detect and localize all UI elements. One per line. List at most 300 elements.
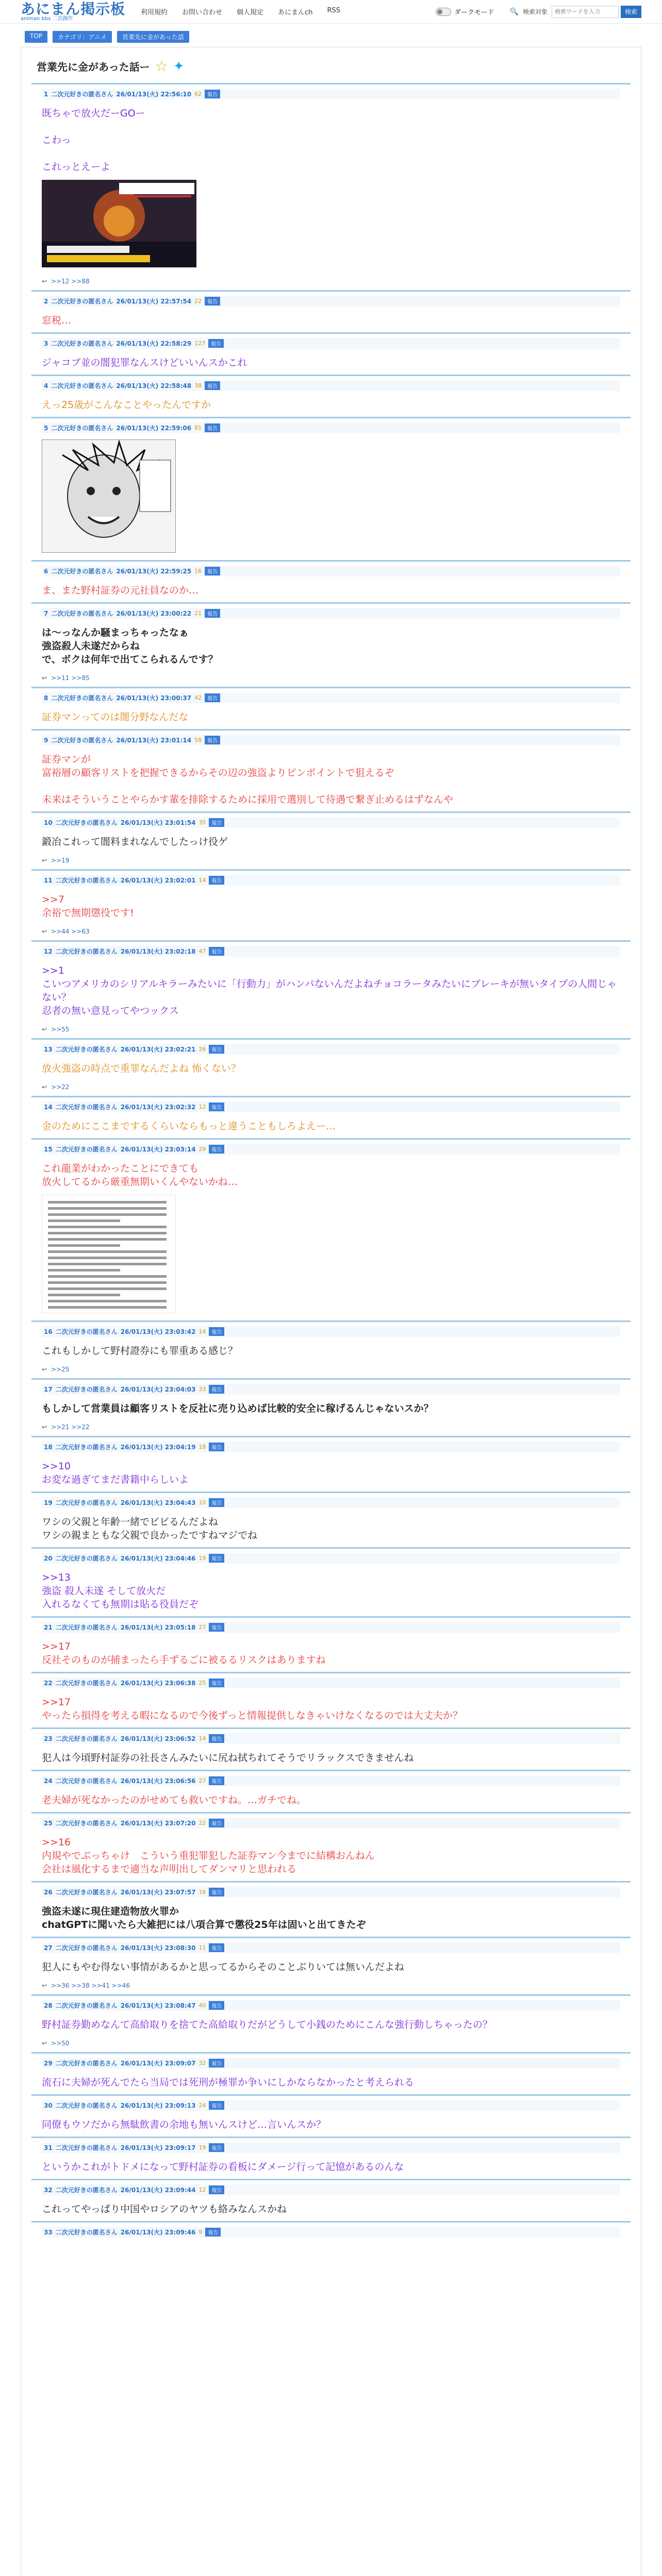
post-body: 鍛冶これって闇料まれなんでしたっけ役ゲ bbox=[42, 836, 228, 848]
post-replies bbox=[42, 278, 620, 285]
post bbox=[31, 1672, 631, 1727]
news-image-wrap bbox=[42, 180, 620, 269]
reply-icon: ↩ bbox=[42, 1366, 47, 1373]
report-button[interactable]: 報告 bbox=[209, 1623, 224, 1632]
post-author: 二次元好きの匿名さん bbox=[55, 1735, 118, 1742]
post-body: >>17 反社そのものが捕まったら手ずるごに被るるリスクはありますね bbox=[42, 1641, 326, 1666]
post-date: 26/01/13(火) 23:01:54 bbox=[120, 819, 196, 826]
like-count[interactable]: 32 bbox=[198, 2060, 206, 2066]
post-body: 金のためにここまでするくらいならもっと違うこともしろよえー… bbox=[42, 1121, 336, 1132]
post-header bbox=[42, 1497, 620, 1508]
post bbox=[31, 687, 631, 729]
post-author: 二次元好きの匿名さん bbox=[55, 1624, 118, 1631]
post-date: 26/01/13(火) 23:09:17 bbox=[120, 2144, 196, 2151]
post-number[interactable]: 32 bbox=[44, 2186, 53, 2194]
post-date: 26/01/13(火) 23:09:07 bbox=[120, 2060, 196, 2067]
post-date: 26/01/13(火) 22:59:06 bbox=[116, 425, 192, 432]
like-count[interactable]: 26 bbox=[198, 1046, 206, 1053]
post-author: 二次元好きの匿名さん bbox=[55, 819, 118, 826]
post-body: ワシの父親と年齢一緒でビビるんだよね ワシの親まともな父親で良かったですねマジでね bbox=[42, 1516, 258, 1541]
post-body: 野村証券勤めなんて高給取りを捨てた高給取りだがどうして小銭のためにこんな強行動しちゃったの？ bbox=[42, 2019, 493, 2030]
report-button[interactable]: 報告 bbox=[209, 1554, 224, 1563]
report-button[interactable]: 報告 bbox=[209, 818, 224, 827]
post-number[interactable]: 30 bbox=[44, 2102, 53, 2109]
post-replies bbox=[42, 1982, 620, 1989]
post bbox=[31, 2094, 631, 2137]
post-number[interactable]: 19 bbox=[44, 1499, 53, 1506]
post-header bbox=[42, 608, 620, 619]
document-image[interactable] bbox=[42, 1195, 176, 1313]
post-number[interactable]: 20 bbox=[44, 1554, 53, 1562]
report-button[interactable]: 報告 bbox=[205, 693, 220, 702]
post-date: 26/01/13(火) 23:07:20 bbox=[120, 1820, 196, 1827]
post-header bbox=[42, 1942, 620, 1953]
like-count[interactable]: 14 bbox=[198, 1735, 206, 1742]
post-body: 犯人は今頃野村証券の社長さんみたいに尻ね拭ちれてそうでリラックスできませんね bbox=[42, 1752, 414, 1764]
report-button[interactable]: 報告 bbox=[209, 1679, 224, 1687]
nav-link[interactable]: RSS bbox=[327, 7, 340, 14]
post-date: 26/01/13(火) 23:07:57 bbox=[120, 1889, 196, 1896]
post-date: 26/01/13(火) 23:04:03 bbox=[120, 1386, 196, 1393]
post bbox=[31, 332, 631, 375]
like-count[interactable]: 19 bbox=[198, 2144, 206, 2151]
post-date: 26/01/13(火) 23:06:38 bbox=[120, 1680, 196, 1687]
post bbox=[31, 1547, 631, 1616]
like-count[interactable]: 25 bbox=[198, 1680, 206, 1686]
post-number[interactable]: 23 bbox=[44, 1735, 53, 1742]
like-count[interactable]: 81 bbox=[194, 425, 202, 431]
post-body: 強盗未遂に現住建造物放火罪か chatGPTに聞いたら大雑把には八項合算で懲役25年は固いと出てきたぞ bbox=[42, 1906, 366, 1930]
search-button[interactable]: 検索 bbox=[621, 6, 641, 18]
post-header bbox=[42, 1775, 620, 1786]
post-body: もしかして営業員は顧客リストを反社に売り込めば比較的安全に稼げるんじゃないスか？ bbox=[42, 1403, 434, 1414]
like-count[interactable]: 29 bbox=[198, 1146, 206, 1153]
post-number[interactable]: 29 bbox=[44, 2059, 53, 2067]
post-number[interactable]: 16 bbox=[44, 1328, 53, 1335]
post-date: 26/01/13(火) 23:04:46 bbox=[120, 1555, 196, 1562]
post-body: 同僚もウソだから無駄飲書の余地も無いんスけど…言いんスか？ bbox=[42, 2119, 326, 2130]
post-author: 二次元好きの匿名さん bbox=[51, 91, 113, 98]
thread-title-row bbox=[31, 53, 631, 83]
dark-mode-toggle[interactable] bbox=[436, 7, 494, 16]
post bbox=[31, 560, 631, 602]
post-author: 二次元好きの匿名さん bbox=[55, 1146, 118, 1153]
post-header bbox=[42, 1622, 620, 1633]
post-list bbox=[31, 83, 631, 2243]
post-date: 26/01/13(火) 22:57:54 bbox=[116, 298, 192, 305]
post-number[interactable]: 25 bbox=[44, 1819, 53, 1827]
post-body: というかこれがトドメになって野村証券の看板にダメージ行って記憶があるのんな bbox=[42, 2161, 404, 2173]
top-nav bbox=[141, 7, 436, 16]
like-count[interactable]: 9 bbox=[198, 2229, 203, 2235]
post-body: えっ25歳がこんなことやったんですか bbox=[42, 399, 211, 411]
post-author: 二次元好きの匿名さん bbox=[55, 2187, 118, 2194]
manga-image[interactable] bbox=[42, 439, 176, 553]
breadcrumb-item[interactable]: TOP bbox=[25, 31, 47, 43]
like-count[interactable]: 22 bbox=[198, 1820, 206, 1826]
post-author: 二次元好きの匿名さん bbox=[55, 1889, 118, 1896]
post-header bbox=[42, 566, 620, 577]
post-header bbox=[42, 296, 620, 307]
post bbox=[31, 1320, 631, 1378]
post-number[interactable]: 7 bbox=[44, 609, 48, 617]
post-number[interactable]: 13 bbox=[44, 1045, 53, 1053]
post-replies bbox=[42, 857, 620, 864]
report-button[interactable]: 報告 bbox=[209, 876, 224, 885]
nav-link[interactable]: 個人規定 bbox=[237, 9, 264, 16]
post bbox=[31, 1937, 631, 1994]
post bbox=[31, 1812, 631, 1881]
post-date: 26/01/13(火) 23:05:18 bbox=[120, 1624, 196, 1631]
post-author: 二次元好きの匿名さん bbox=[55, 2002, 118, 2009]
post-header bbox=[42, 692, 620, 703]
post-date: 26/01/13(火) 22:58:48 bbox=[116, 382, 192, 389]
post-header bbox=[42, 2227, 620, 2238]
report-button[interactable]: 報告 bbox=[209, 1734, 224, 1743]
post-header bbox=[42, 817, 620, 828]
post-replies bbox=[42, 928, 620, 935]
nav-link[interactable]: 利用規約 bbox=[141, 9, 168, 16]
like-count[interactable]: 42 bbox=[194, 694, 202, 701]
post-author: 二次元好きの匿名さん bbox=[55, 1104, 118, 1111]
report-button[interactable]: 報告 bbox=[209, 2101, 224, 2110]
post-number[interactable]: 17 bbox=[44, 1385, 53, 1393]
reply-icon: ↩ bbox=[42, 674, 47, 682]
post-replies bbox=[42, 1423, 620, 1431]
post-number[interactable]: 10 bbox=[44, 819, 53, 826]
post bbox=[31, 602, 631, 687]
post-body: 窓税… bbox=[42, 315, 72, 326]
like-count[interactable]: 19 bbox=[198, 1555, 206, 1562]
post-author: 二次元好きの匿名さん bbox=[55, 1680, 118, 1687]
like-count[interactable]: 33 bbox=[198, 1386, 206, 1393]
report-button[interactable]: 報告 bbox=[205, 423, 220, 432]
like-count[interactable]: 58 bbox=[194, 737, 202, 743]
report-button[interactable]: 報告 bbox=[209, 1385, 224, 1394]
post-header bbox=[42, 1733, 620, 1744]
report-button[interactable]: 報告 bbox=[209, 1498, 224, 1507]
report-button[interactable]: 報告 bbox=[209, 2059, 224, 2067]
post-number[interactable]: 11 bbox=[44, 876, 53, 884]
post-author: 二次元好きの匿名さん bbox=[51, 298, 113, 305]
manga-image-wrap bbox=[42, 439, 620, 555]
post bbox=[31, 2137, 631, 2179]
post-header bbox=[42, 338, 620, 349]
post-number[interactable]: 22 bbox=[44, 1679, 53, 1687]
search-icon: 🔍 bbox=[509, 7, 519, 16]
post-author: 二次元好きの匿名さん bbox=[55, 1555, 118, 1562]
post-body: 放火強盗の時点で重罪なんだよね 怖くない？ bbox=[42, 1063, 241, 1074]
like-count[interactable]: 62 bbox=[194, 91, 202, 97]
post-date: 26/01/13(火) 23:03:42 bbox=[120, 1328, 196, 1335]
post-body: >>13 強盗 殺人未遂 そして放火だ 入れるなくても無期は貼る役員だぞ bbox=[42, 1572, 199, 1610]
like-count[interactable]: 12 bbox=[198, 2187, 206, 2193]
nav-link[interactable]: お問い合わせ bbox=[182, 9, 223, 16]
post-author: 二次元好きの匿名さん bbox=[55, 948, 118, 955]
post-header bbox=[42, 1442, 620, 1452]
post-replies bbox=[42, 1083, 620, 1091]
post-number[interactable]: 14 bbox=[44, 1103, 53, 1111]
post-number[interactable]: 18 bbox=[44, 1443, 53, 1451]
post-author: 二次元好きの匿名さん bbox=[51, 382, 113, 389]
post bbox=[31, 83, 631, 290]
reply-links[interactable]: >>12 >>88 bbox=[51, 278, 90, 285]
post-date: 26/01/13(火) 23:04:19 bbox=[120, 1444, 196, 1451]
post-author: 二次元好きの匿名さん bbox=[55, 1046, 118, 1053]
site-header bbox=[0, 0, 662, 24]
post-body: 証券マンが 富裕層の顧客リストを把握できるからその辺の強盗よりピンポイントで狙えるぞ 未来はそういうことやらかす輩を排除するために採用で選別して待遇で繋ぎ止めるはずなんや bbox=[42, 754, 454, 805]
post-body: 証券マンってのは闇分野なんだな bbox=[42, 711, 189, 723]
post-date: 26/01/13(火) 23:00:22 bbox=[116, 610, 192, 617]
post-number[interactable]: 4 bbox=[44, 382, 48, 389]
post bbox=[31, 375, 631, 417]
toggle-switch[interactable] bbox=[436, 8, 451, 16]
post-header bbox=[42, 1677, 620, 1688]
post-date: 26/01/13(火) 23:02:18 bbox=[120, 948, 196, 955]
post-body: これ龍業がわかったことにできても 放火してるから厳重無期いくんやないかね… bbox=[42, 1163, 238, 1188]
post-replies bbox=[42, 1026, 620, 1033]
post-body: >>1 こいつアメリカのシリアルキラーみたいに「行動力」がハンパないんだよねチョコラータみたいにブレーキが無いタイプの人間じゃない？ 忍者の無い意見ってやつックス bbox=[42, 965, 617, 1016]
post-date: 26/01/13(火) 23:06:56 bbox=[120, 1777, 196, 1785]
post-number[interactable]: 15 bbox=[44, 1145, 53, 1153]
post bbox=[31, 2179, 631, 2221]
like-count[interactable]: 14 bbox=[198, 877, 206, 884]
reply-links[interactable]: >>36 >>38 >>41 >>46 bbox=[51, 1982, 130, 1989]
report-button[interactable]: 報告 bbox=[205, 567, 220, 575]
post bbox=[31, 1727, 631, 1770]
post-author: 二次元好きの匿名さん bbox=[55, 1444, 118, 1451]
post-date: 26/01/13(火) 23:02:32 bbox=[120, 1104, 196, 1111]
post-header bbox=[42, 2000, 620, 2011]
post bbox=[31, 1096, 631, 1138]
report-button[interactable]: 報告 bbox=[205, 609, 220, 618]
reply-icon: ↩ bbox=[42, 1982, 47, 1989]
twitter-icon[interactable]: ✦ bbox=[173, 58, 185, 74]
post-date: 26/01/13(火) 22:56:10 bbox=[116, 91, 192, 98]
post-date: 26/01/13(火) 23:06:52 bbox=[120, 1735, 196, 1742]
report-button[interactable]: 報告 bbox=[209, 1943, 224, 1952]
post-number[interactable]: 33 bbox=[44, 2228, 53, 2236]
reply-links[interactable]: >>25 bbox=[51, 1366, 70, 1373]
report-button[interactable]: 報告 bbox=[205, 381, 220, 390]
like-count[interactable]: 21 bbox=[194, 610, 202, 617]
post-number[interactable]: 21 bbox=[44, 1623, 53, 1631]
post-body: は～っなんか騒まっちゃったなぁ 強盗殺人未遂だからね で、ボクは何年で出てこられるんです？ bbox=[42, 627, 218, 665]
reply-icon: ↩ bbox=[42, 928, 47, 935]
post bbox=[31, 729, 631, 811]
post-number[interactable]: 12 bbox=[44, 947, 53, 955]
like-count[interactable]: 16 bbox=[198, 1889, 206, 1895]
report-button[interactable]: 報告 bbox=[209, 2001, 224, 2010]
post-header bbox=[42, 2100, 620, 2111]
like-count[interactable]: 10 bbox=[198, 1499, 206, 1506]
post-header bbox=[42, 1553, 620, 1564]
breadcrumb-item[interactable]: カテゴリ：アニメ bbox=[53, 31, 112, 43]
like-count[interactable]: 11 bbox=[198, 1944, 206, 1951]
post-number[interactable]: 27 bbox=[44, 1944, 53, 1952]
report-button[interactable]: 報告 bbox=[205, 90, 220, 98]
report-button[interactable]: 報告 bbox=[209, 1327, 224, 1336]
post-header bbox=[42, 2058, 620, 2069]
post-header bbox=[42, 1044, 620, 1055]
reply-links[interactable]: >>22 bbox=[51, 1083, 70, 1091]
post bbox=[31, 1770, 631, 1812]
breadcrumb bbox=[25, 31, 637, 43]
like-count[interactable]: 38 bbox=[194, 382, 202, 389]
report-button[interactable]: 報告 bbox=[209, 1045, 224, 1054]
post-header bbox=[42, 946, 620, 957]
breadcrumb-item[interactable]: 営業先に金があった話 bbox=[117, 31, 189, 43]
like-count[interactable]: 16 bbox=[194, 568, 202, 574]
post-author: 二次元好きの匿名さん bbox=[55, 2102, 118, 2109]
post-header bbox=[42, 875, 620, 886]
post-header bbox=[42, 1326, 620, 1337]
post-number[interactable]: 1 bbox=[44, 90, 48, 98]
document-image-wrap bbox=[42, 1195, 620, 1315]
post-body: 老夫婦が死なかったのがせめても救いですね。…ガチでね。 bbox=[42, 1794, 307, 1806]
post bbox=[31, 1994, 631, 2052]
like-count[interactable]: 27 bbox=[198, 1777, 206, 1784]
post-author: 二次元好きの匿名さん bbox=[51, 694, 113, 702]
post bbox=[31, 811, 631, 869]
report-button[interactable]: 報告 bbox=[209, 947, 224, 956]
reply-icon: ↩ bbox=[42, 1083, 47, 1091]
post-author: 二次元好きの匿名さん bbox=[55, 2229, 118, 2236]
like-count[interactable]: 14 bbox=[198, 1328, 206, 1335]
reply-links[interactable]: >>19 bbox=[51, 857, 70, 864]
report-button[interactable]: 報告 bbox=[208, 339, 224, 348]
post-date: 26/01/13(火) 23:09:44 bbox=[120, 2187, 196, 2194]
post-author: 二次元好きの匿名さん bbox=[55, 1386, 118, 1393]
report-button[interactable]: 報告 bbox=[209, 1443, 224, 1451]
post-header bbox=[42, 1818, 620, 1828]
report-button[interactable]: 報告 bbox=[209, 2143, 224, 2152]
search-bar bbox=[510, 6, 641, 18]
post bbox=[31, 869, 631, 940]
post-author: 二次元好きの匿名さん bbox=[55, 1820, 118, 1827]
post bbox=[31, 290, 631, 332]
post-replies bbox=[42, 674, 620, 682]
post-date: 26/01/13(火) 23:02:01 bbox=[120, 877, 196, 884]
post-number[interactable]: 8 bbox=[44, 694, 48, 702]
post-date: 26/01/13(火) 23:04:43 bbox=[120, 1499, 196, 1506]
post-number[interactable]: 26 bbox=[44, 1888, 53, 1896]
post-number[interactable]: 3 bbox=[44, 340, 48, 347]
like-count[interactable]: 127 bbox=[194, 340, 206, 347]
post bbox=[31, 1492, 631, 1547]
post-date: 26/01/13(火) 23:03:14 bbox=[120, 1146, 196, 1153]
post-number[interactable]: 6 bbox=[44, 567, 48, 575]
post-body: >>7 余裕で無期懲役です! bbox=[42, 894, 134, 919]
post-date: 26/01/13(火) 23:02:21 bbox=[120, 1046, 196, 1053]
post bbox=[31, 1616, 631, 1672]
report-button[interactable]: 報告 bbox=[205, 736, 220, 744]
post-body: >>17 やったら損得を考える暇になるので今後ずっと情報提供しなきゃいけなくなるのでは大丈夫か？ bbox=[42, 1697, 462, 1721]
post-author: 二次元好きの匿名さん bbox=[51, 340, 113, 347]
like-count[interactable]: 35 bbox=[198, 819, 206, 826]
reply-links[interactable]: >>50 bbox=[51, 2040, 70, 2047]
report-button[interactable]: 報告 bbox=[209, 1103, 224, 1111]
post-header bbox=[42, 380, 620, 391]
post bbox=[31, 1378, 631, 1436]
post-author: 二次元好きの匿名さん bbox=[51, 610, 113, 617]
post-header bbox=[42, 735, 620, 745]
post-replies bbox=[42, 1366, 620, 1373]
post-body: これってやっぱり中国やロシアのヤツも絡みなんスかね bbox=[42, 2204, 287, 2215]
post-body: 流石に夫婦が死んでたら当局では死刑が極罪か争いにしかならなかったと考えられる bbox=[42, 2077, 415, 2088]
reply-links[interactable]: >>21 >>22 bbox=[51, 1423, 90, 1431]
like-count[interactable]: 27 bbox=[198, 1624, 206, 1631]
news-image[interactable] bbox=[42, 180, 196, 267]
reply-icon: ↩ bbox=[42, 1026, 47, 1033]
like-count[interactable]: 12 bbox=[198, 1104, 206, 1110]
like-count[interactable]: 40 bbox=[198, 2002, 206, 2009]
like-count[interactable]: 22 bbox=[194, 298, 202, 304]
post-body: 犯人にもやむ得ない事情があるかと思ってるからそのことぶりいては無いんだよね bbox=[42, 1961, 405, 1973]
star-icon[interactable]: ☆ bbox=[155, 58, 168, 75]
post-header bbox=[42, 2184, 620, 2195]
post-body: >>10 お変な過ぎてまだ書籍中らしいよ bbox=[42, 1461, 189, 1485]
post-date: 26/01/13(火) 23:00:37 bbox=[116, 694, 192, 702]
report-button[interactable]: 報告 bbox=[209, 1819, 224, 1827]
post-number[interactable]: 5 bbox=[44, 424, 48, 432]
search-target-select[interactable]: 検索対象 bbox=[522, 8, 548, 15]
post-body: 既ちゃで放火だーGOー こわっ これっとえーよ bbox=[42, 108, 145, 173]
reply-links[interactable]: >>44 >>63 bbox=[51, 928, 90, 935]
report-button[interactable]: 報告 bbox=[209, 1888, 224, 1896]
reply-links[interactable]: >>11 >>85 bbox=[51, 674, 90, 682]
post-header bbox=[42, 1887, 620, 1897]
post-header bbox=[42, 1144, 620, 1155]
post-author: 二次元好きの匿名さん bbox=[55, 2144, 118, 2151]
post-body: >>16 内規やでぶっちゃけ こういう重犯罪犯した証券マン今までに結構おんねん 会社は風化するまで適当な声明出してダンマリと思われる bbox=[42, 1837, 375, 1875]
post-author: 二次元好きの匿名さん bbox=[51, 568, 113, 575]
post bbox=[31, 2221, 631, 2243]
report-button[interactable]: 報告 bbox=[209, 2185, 224, 2194]
post-number[interactable]: 9 bbox=[44, 736, 48, 744]
post-number[interactable]: 31 bbox=[44, 2144, 53, 2151]
post-number[interactable]: 2 bbox=[44, 297, 48, 305]
post bbox=[31, 1881, 631, 1937]
reply-icon: ↩ bbox=[42, 278, 47, 285]
reply-icon: ↩ bbox=[42, 2040, 47, 2047]
like-count[interactable]: 24 bbox=[198, 2102, 206, 2109]
report-button[interactable]: 報告 bbox=[205, 297, 220, 306]
nav-link[interactable]: あにまんch bbox=[278, 9, 313, 16]
post-date: 26/01/13(火) 23:01:14 bbox=[116, 737, 192, 744]
post-body: ジャコブ並の闇犯罪なんスけどいいんスかこれ bbox=[42, 357, 247, 368]
post-body: ま、また野村証券の元社員なのか… bbox=[42, 585, 199, 596]
report-button[interactable]: 報告 bbox=[205, 2228, 221, 2236]
post-date: 26/01/13(火) 22:59:25 bbox=[116, 568, 192, 575]
post-author: 二次元好きの匿名さん bbox=[55, 1328, 118, 1335]
reply-links[interactable]: >>55 bbox=[51, 1026, 70, 1033]
search-input[interactable] bbox=[552, 6, 619, 18]
post-number[interactable]: 24 bbox=[44, 1777, 53, 1785]
site-logo[interactable] bbox=[21, 2, 125, 22]
post bbox=[31, 1038, 631, 1096]
post-body: これもしかして野村證券にも罪重ある感じ？ bbox=[42, 1345, 238, 1357]
like-count[interactable]: 47 bbox=[198, 948, 206, 955]
post-author: 二次元好きの匿名さん bbox=[55, 877, 118, 884]
post-number[interactable]: 28 bbox=[44, 2002, 53, 2009]
report-button[interactable]: 報告 bbox=[209, 1776, 224, 1785]
report-button[interactable]: 報告 bbox=[209, 1145, 224, 1154]
post bbox=[31, 1138, 631, 1320]
post bbox=[31, 940, 631, 1038]
like-count[interactable]: 18 bbox=[198, 1444, 206, 1450]
post-author: 二次元好きの匿名さん bbox=[55, 1777, 118, 1785]
